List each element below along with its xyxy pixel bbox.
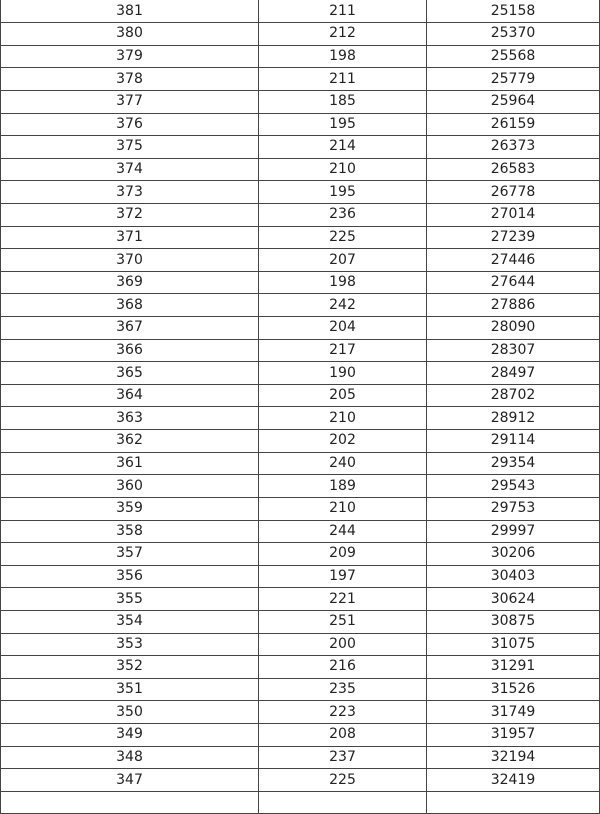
table-cell: 29997 [427, 520, 600, 543]
table-row [1, 588, 600, 611]
table-cell: 365 [1, 362, 259, 385]
table-row [1, 769, 600, 792]
table-cell: 367 [1, 317, 259, 340]
table-cell [259, 791, 427, 814]
table-cell: 28912 [427, 407, 600, 430]
table-row [1, 407, 600, 430]
table-cell [427, 791, 600, 814]
table-cell: 348 [1, 746, 259, 769]
table-cell: 198 [259, 45, 427, 68]
table-cell: 347 [1, 769, 259, 792]
table-cell: 349 [1, 724, 259, 747]
table-cell: 376 [1, 113, 259, 136]
table-cell: 30206 [427, 543, 600, 566]
table-cell: 379 [1, 45, 259, 68]
table-cell: 195 [259, 181, 427, 204]
table-cell: 235 [259, 678, 427, 701]
table-cell: 25370 [427, 23, 600, 46]
table-cell: 225 [259, 769, 427, 792]
table-body [1, 0, 600, 814]
table-cell: 374 [1, 158, 259, 181]
table-cell: 29543 [427, 475, 600, 498]
table-cell: 208 [259, 724, 427, 747]
table-cell: 28090 [427, 317, 600, 340]
table-cell: 31291 [427, 656, 600, 679]
table-cell: 200 [259, 633, 427, 656]
table-cell: 237 [259, 746, 427, 769]
table-cell: 352 [1, 656, 259, 679]
table-cell: 225 [259, 226, 427, 249]
table-cell: 363 [1, 407, 259, 430]
table-row [1, 430, 600, 453]
table-row [1, 701, 600, 724]
table-cell: 28702 [427, 384, 600, 407]
table-cell: 27239 [427, 226, 600, 249]
table-cell: 26583 [427, 158, 600, 181]
table-cell: 31075 [427, 633, 600, 656]
table-cell: 214 [259, 136, 427, 159]
table-cell: 30403 [427, 565, 600, 588]
table-row [1, 339, 600, 362]
table-cell: 32419 [427, 769, 600, 792]
table-row [1, 610, 600, 633]
table-cell: 25779 [427, 68, 600, 91]
table-cell: 210 [259, 158, 427, 181]
table-cell: 251 [259, 610, 427, 633]
table-cell: 244 [259, 520, 427, 543]
table-row [1, 90, 600, 113]
table-cell: 197 [259, 565, 427, 588]
table-cell: 26778 [427, 181, 600, 204]
table-cell: 31957 [427, 724, 600, 747]
table-row [1, 113, 600, 136]
table-cell: 366 [1, 339, 259, 362]
table-cell: 223 [259, 701, 427, 724]
table-row [1, 45, 600, 68]
table-cell: 375 [1, 136, 259, 159]
table-cell: 29114 [427, 430, 600, 453]
table-cell: 25568 [427, 45, 600, 68]
table-cell: 216 [259, 656, 427, 679]
table-row [1, 791, 600, 814]
table-cell: 351 [1, 678, 259, 701]
table-cell: 377 [1, 90, 259, 113]
table-row [1, 68, 600, 91]
table-cell: 358 [1, 520, 259, 543]
table-cell: 359 [1, 497, 259, 520]
table-cell: 210 [259, 407, 427, 430]
table-cell: 29753 [427, 497, 600, 520]
table-cell: 357 [1, 543, 259, 566]
table-cell: 356 [1, 565, 259, 588]
table-row [1, 158, 600, 181]
table-cell: 240 [259, 452, 427, 475]
table-cell: 27014 [427, 203, 600, 226]
table-cell: 31749 [427, 701, 600, 724]
table-row [1, 746, 600, 769]
table-cell: 361 [1, 452, 259, 475]
table-cell: 207 [259, 249, 427, 272]
table-cell: 212 [259, 23, 427, 46]
table-cell: 28307 [427, 339, 600, 362]
table-cell: 29354 [427, 452, 600, 475]
table-cell: 198 [259, 271, 427, 294]
table-cell: 350 [1, 701, 259, 724]
table-cell: 25964 [427, 90, 600, 113]
table-row [1, 0, 600, 23]
table-cell: 209 [259, 543, 427, 566]
table-row [1, 271, 600, 294]
table-cell: 242 [259, 294, 427, 317]
table-cell: 25158 [427, 0, 600, 23]
table-row [1, 543, 600, 566]
table-row [1, 249, 600, 272]
table-cell: 369 [1, 271, 259, 294]
table-row [1, 203, 600, 226]
table-row [1, 656, 600, 679]
table-row [1, 520, 600, 543]
table-cell: 30624 [427, 588, 600, 611]
table-cell: 26159 [427, 113, 600, 136]
table-cell: 217 [259, 339, 427, 362]
table-cell: 190 [259, 362, 427, 385]
table-row [1, 317, 600, 340]
table-cell: 28497 [427, 362, 600, 385]
table-cell: 31526 [427, 678, 600, 701]
table-cell: 353 [1, 633, 259, 656]
table-cell: 373 [1, 181, 259, 204]
table-cell: 27886 [427, 294, 600, 317]
table-cell: 202 [259, 430, 427, 453]
table-row [1, 565, 600, 588]
table-cell: 26373 [427, 136, 600, 159]
table-row [1, 497, 600, 520]
table-cell: 372 [1, 203, 259, 226]
table-cell: 210 [259, 497, 427, 520]
table-cell: 30875 [427, 610, 600, 633]
table-row [1, 475, 600, 498]
table-cell: 371 [1, 226, 259, 249]
table-cell: 381 [1, 0, 259, 23]
table-cell [1, 791, 259, 814]
table-cell: 205 [259, 384, 427, 407]
table-cell: 32194 [427, 746, 600, 769]
table-cell: 380 [1, 23, 259, 46]
table-cell: 211 [259, 0, 427, 23]
table-cell: 221 [259, 588, 427, 611]
table-row [1, 23, 600, 46]
table-row [1, 136, 600, 159]
table-cell: 195 [259, 113, 427, 136]
table-row [1, 452, 600, 475]
table-cell: 355 [1, 588, 259, 611]
table-cell: 370 [1, 249, 259, 272]
table-cell: 378 [1, 68, 259, 91]
table-row [1, 294, 600, 317]
table-cell: 27446 [427, 249, 600, 272]
table-row [1, 181, 600, 204]
table-row [1, 384, 600, 407]
table-row [1, 362, 600, 385]
table-cell: 360 [1, 475, 259, 498]
table-cell: 368 [1, 294, 259, 317]
table-cell: 189 [259, 475, 427, 498]
table-cell: 204 [259, 317, 427, 340]
table-cell: 364 [1, 384, 259, 407]
table-row [1, 226, 600, 249]
table-cell: 185 [259, 90, 427, 113]
table-row [1, 678, 600, 701]
table-cell: 236 [259, 203, 427, 226]
table-cell: 27644 [427, 271, 600, 294]
table-cell: 362 [1, 430, 259, 453]
table-row [1, 724, 600, 747]
table-cell: 354 [1, 610, 259, 633]
table-row [1, 633, 600, 656]
table-cell: 211 [259, 68, 427, 91]
